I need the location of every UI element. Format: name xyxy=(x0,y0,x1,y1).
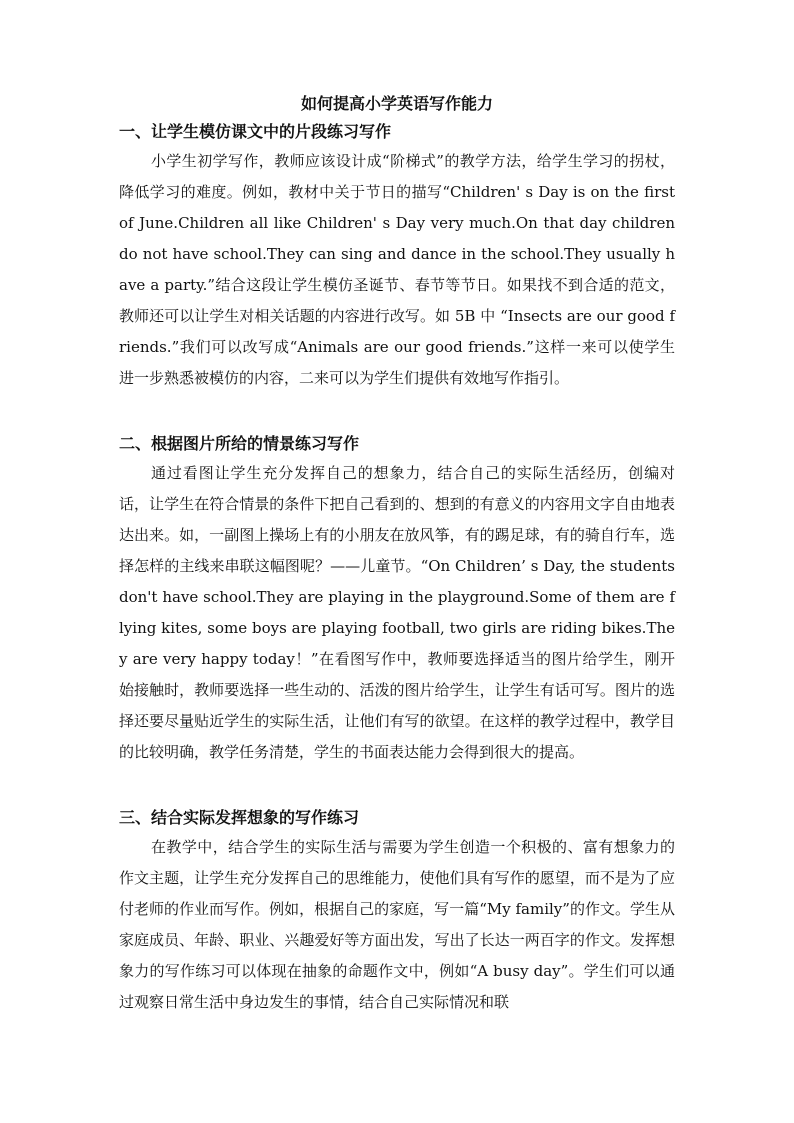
section-2-paragraph: 通过看图让学生充分发挥自己的想象力，结合自己的实际生活经历，创编对话，让学生在符合情景的条件下把自己看到的、想到的有意义的内容用文字自由地表达出来。如，一副图上操场上有的小朋友在放风筝，有的踢足球，有的骑自行车，选择怎样的主线来串联这幅图呢？——儿童节。“On Children’ s Day, the students don't have school.They are playing in the playground.Some of them are flying kites, some boys are playing football, two girls are riding bikes.They are very happy today！”在看图写作中，教师要选择适当的图片给学生，刚开始接触时，教师要选择一些生动的、活泼的图片给学生，让学生有话可写。图片的选择还要尽量贴近学生的实际生活，让他们有写的欲望。在这样的教学过程中，教学目的比较明确，教学任务清楚，学生的书面表达能力会得到很大的提高。 xyxy=(119,464,675,761)
section-1-paragraph: 小学生初学写作，教师应该设计成“阶梯式”的教学方法，给学生学习的拐杖，降低学习的难度。例如，教材中关于节日的描写“Children' s Day is on the first of June.Children all like Children' s Day very much.On that day children do not have school.They can sing and dance in the school.They usually have a party.”结合这段让学生模仿圣诞节、春节等节日。如果找不到合适的范文，教师还可以让学生对相关话题的内容进行改写。如 5B 中 “Insects are our good friends.”我们可以改写成“Animals are our good friends.”这样一来可以使学生进一步熟悉被模仿的内容，二来可以为学生们提供有效地写作指引。 xyxy=(119,152,675,387)
document-title: 如何提高小学英语写作能力 xyxy=(300,94,493,113)
section-heading-2: 二、根据图片所给的情景练习写作 xyxy=(119,434,360,453)
section-3-paragraph: 在教学中，结合学生的实际生活与需要为学生创造一个积极的、富有想象力的作文主题，让学生充分发挥自己的思维能力，使他们具有写作的愿望，而不是为了应付老师的作业而写作。例如，根据自己的家庭，写一篇“My family”的作文。学生从家庭成员、年龄、职业、兴趣爱好等方面出发，写出了长达一两百字的作文。发挥想象力的写作练习可以体现在抽象的命题作文中，例如“A busy day”。学生们可以通过观察日常生活中身边发生的事情，结合自己实际情况和联 xyxy=(119,838,675,1011)
section-heading-1: 一、让学生模仿课文中的片段练习写作 xyxy=(119,122,392,141)
section-heading-3: 三、结合实际发挥想象的写作练习 xyxy=(119,808,360,827)
